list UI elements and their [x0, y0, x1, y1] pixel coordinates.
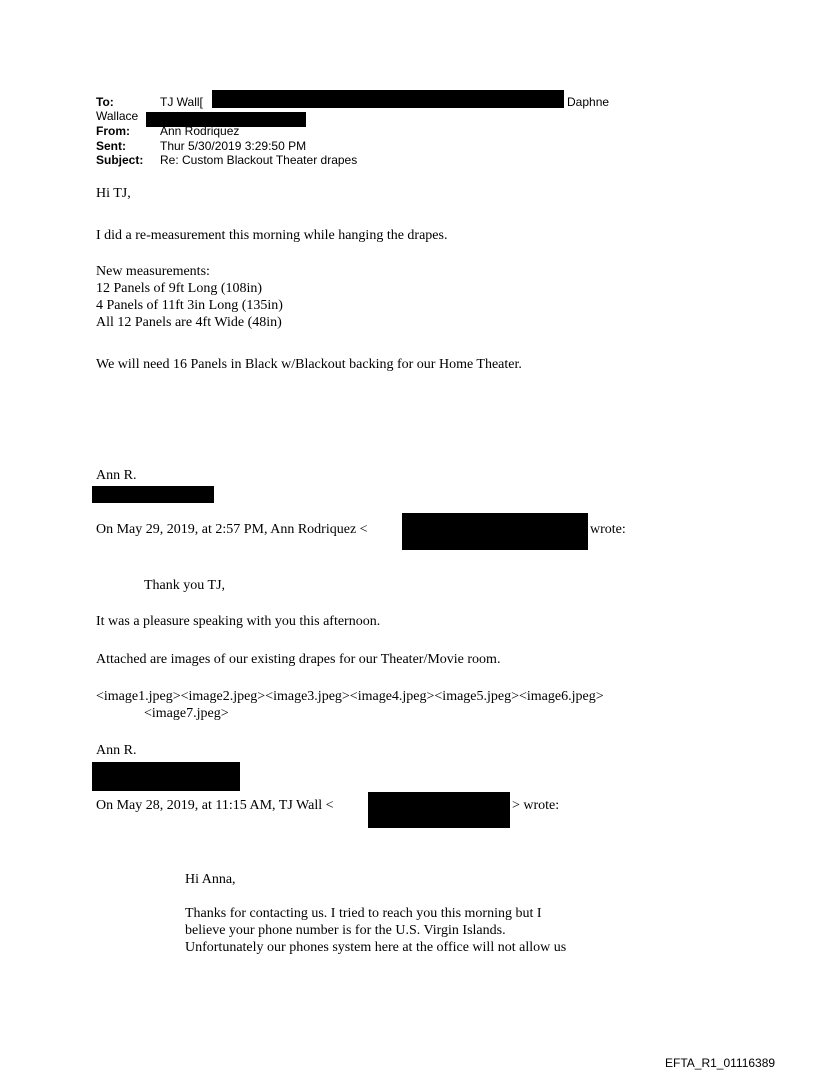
- measurement-item: All 12 Panels are 4ft Wide (48in): [96, 315, 282, 330]
- subject-label: Subject:: [96, 153, 144, 167]
- quote2-line: Unfortunately our phones system here at the office will not allow us: [185, 940, 567, 955]
- quote1-thanks: Thank you TJ,: [144, 578, 226, 593]
- redaction-to-address: [212, 90, 564, 108]
- redaction-email-address-2: [368, 792, 510, 828]
- redaction-signature: [92, 486, 214, 503]
- measurement-item: 4 Panels of 11ft 3in Long (135in): [96, 298, 283, 313]
- quote2-line: believe your phone number is for the U.S. Virgin Islands.: [185, 923, 506, 938]
- quote1-attached: Attached are images of our existing drapes for our Theater/Movie room.: [96, 652, 501, 667]
- quote1-signature: Ann R.: [96, 743, 137, 758]
- quote2-line: Thanks for contacting us. I tried to reach you this morning but I: [185, 906, 542, 921]
- greeting: Hi TJ,: [96, 186, 131, 201]
- to-value-start: TJ Wall[: [160, 95, 203, 109]
- signature: Ann R.: [96, 468, 137, 483]
- subject-value: Re: Custom Blackout Theater drapes: [160, 153, 358, 167]
- from-value: Ann Rodriquez: [160, 124, 240, 138]
- need-line: We will need 16 Panels in Black w/Blackout backing for our Home Theater.: [96, 357, 522, 372]
- document-id: EFTA_R1_01116389: [665, 1056, 776, 1070]
- quote2-greeting: Hi Anna,: [185, 872, 236, 887]
- quote2-attribution-start: On May 28, 2019, at 11:15 AM, TJ Wall <: [96, 798, 334, 813]
- quote1-attribution-start: On May 29, 2019, at 2:57 PM, Ann Rodriquez <: [96, 522, 368, 537]
- quote2-attribution-end: > wrote:: [512, 798, 560, 813]
- redaction-signature-2: [92, 762, 240, 791]
- to-label: To:: [96, 95, 114, 109]
- remeasure-line: I did a re-measurement this morning while hanging the drapes.: [96, 228, 448, 243]
- measurements-title: New measurements:: [96, 264, 210, 279]
- to-value-line2: Wallace: [96, 109, 139, 123]
- measurement-item: 12 Panels of 9ft Long (108in): [96, 281, 263, 296]
- quote1-attribution-end: wrote:: [590, 522, 626, 537]
- sent-value: Thur 5/30/2019 3:29:50 PM: [160, 139, 307, 153]
- quote1-pleasure: It was a pleasure speaking with you this afternoon.: [96, 614, 381, 629]
- from-label: From:: [96, 124, 130, 138]
- attachment-list-cont: <image7.jpeg>: [144, 706, 229, 721]
- redaction-email-address: [402, 513, 588, 550]
- sent-label: Sent:: [96, 139, 126, 153]
- to-value-end: Daphne: [567, 95, 610, 109]
- attachment-list: <image1.jpeg><image2.jpeg><image3.jpeg><image4.jpeg><image5.jpeg><image6.jpeg>: [96, 689, 604, 704]
